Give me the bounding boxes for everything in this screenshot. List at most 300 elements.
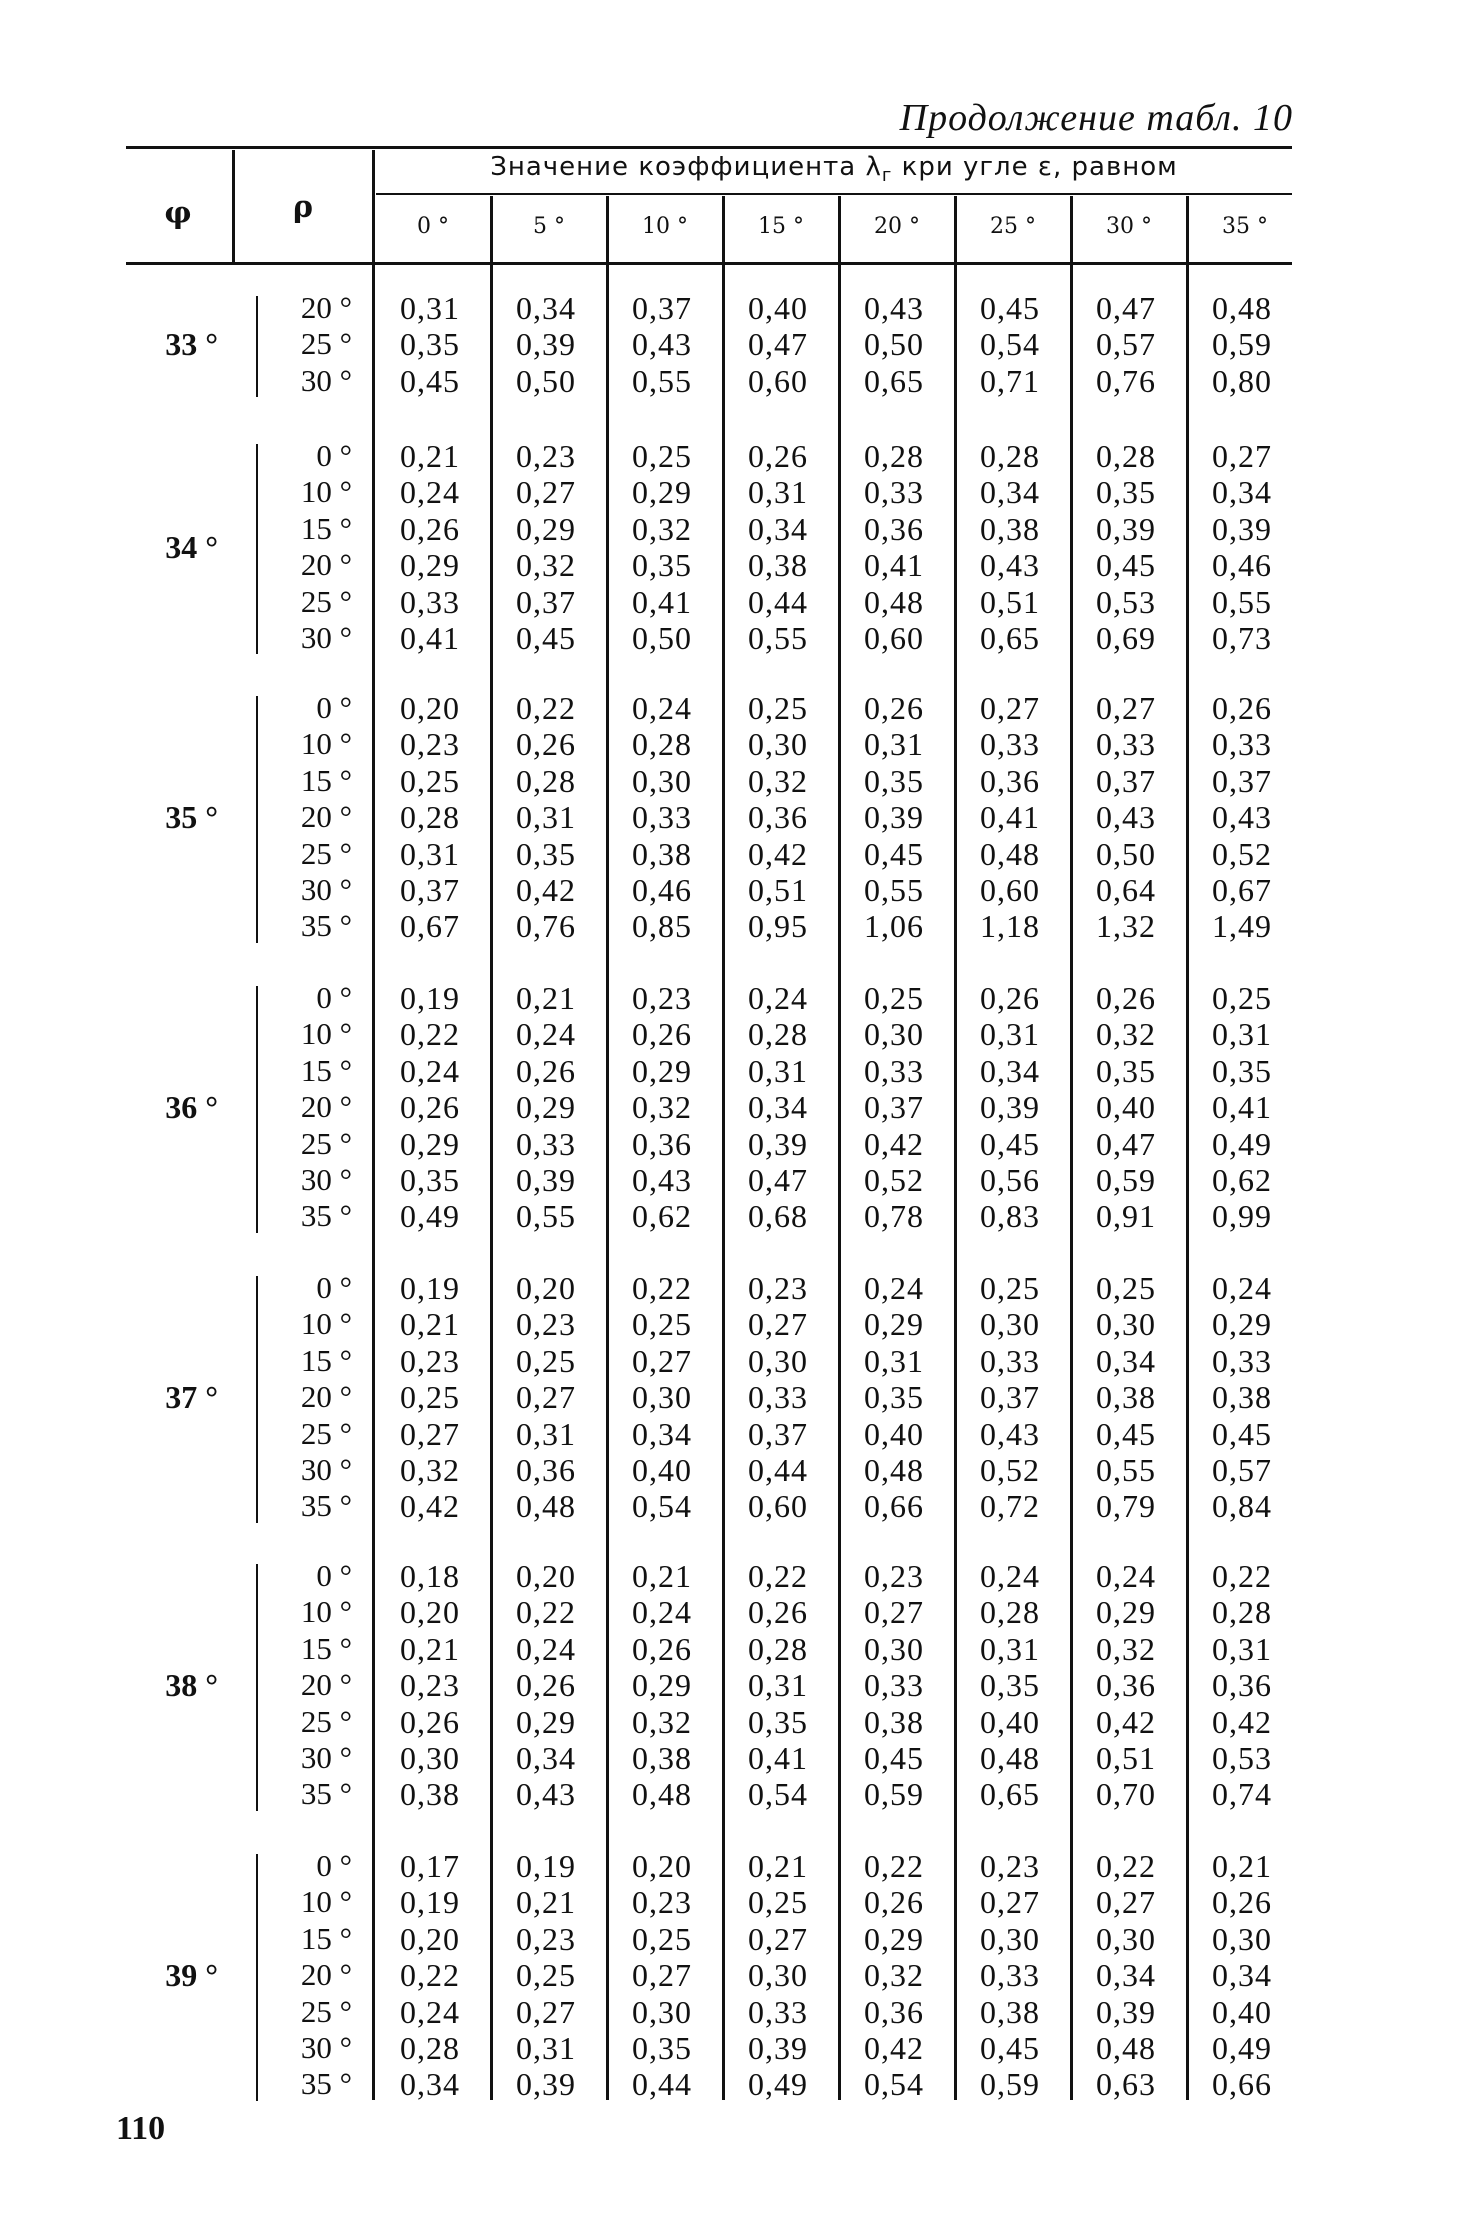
coefficient-cell: 0,27	[1212, 438, 1272, 474]
coefficient-cell: 0,45	[400, 362, 460, 399]
rho-value: 20 °	[300, 1089, 352, 1125]
coefficient-cell: 0,28	[400, 2030, 460, 2066]
coefficient-cell: 0,27	[980, 690, 1040, 726]
coefficient-cell: 0,31	[980, 1016, 1040, 1053]
coefficient-cell: 0,42	[400, 1488, 460, 1525]
coefficient-cell: 0,38	[632, 835, 692, 872]
table-continuation-caption: Продолжение табл. 10	[899, 97, 1293, 139]
coefficient-cell: 0,30	[1212, 1920, 1272, 1957]
lambda-symbol: λ	[865, 152, 882, 182]
coefficient-cell: 0,54	[864, 2066, 924, 2103]
coefficient-cell: 0,25	[632, 1920, 692, 1957]
coefficient-cell: 0,55	[1212, 583, 1272, 620]
coefficient-cell: 0,26	[632, 1016, 692, 1053]
rho-value: 20 °	[300, 290, 352, 325]
coefficient-cell: 0,19	[400, 1884, 460, 1921]
coefficient-cell: 0,65	[864, 362, 924, 399]
coefficient-cell: 0,24	[1212, 1270, 1272, 1306]
coefficient-cell: 0,20	[400, 1594, 460, 1631]
coefficient-cell: 0,35	[1096, 1052, 1156, 1089]
coefficient-cell: 0,55	[748, 620, 808, 656]
coefficient-cell: 0,48	[980, 1740, 1040, 1776]
coefficient-cell: 0,25	[748, 690, 808, 726]
rho-value: 10 °	[300, 1884, 352, 1920]
group-brace	[256, 696, 258, 943]
coefficient-cell: 0,26	[980, 980, 1040, 1016]
coefficient-cell: 0,48	[864, 1452, 924, 1488]
coefficient-cell: 0,45	[980, 1125, 1040, 1162]
coefficient-cell: 0,24	[516, 1016, 576, 1053]
epsilon-column-header: 30 °	[1106, 214, 1152, 239]
coefficient-cell: 0,45	[1096, 547, 1156, 584]
epsilon-column-header: 20 °	[874, 214, 920, 239]
coefficient-cell: 0,39	[516, 2066, 576, 2103]
coefficient-cell: 0,33	[864, 474, 924, 511]
coefficient-cell: 0,52	[864, 1162, 924, 1198]
coefficient-cell: 0,48	[632, 1776, 692, 1813]
coefficient-cell: 0,25	[980, 1270, 1040, 1306]
coefficient-cell: 0,29	[516, 1703, 576, 1740]
rho-value: 30 °	[300, 1452, 352, 1487]
rho-value: 10 °	[300, 1016, 352, 1052]
coefficient-cell: 0,43	[1212, 799, 1272, 836]
coefficient-cell: 0,47	[748, 1162, 808, 1198]
coefficient-cell: 0,22	[1096, 1848, 1156, 1884]
coefficient-cell: 0,30	[980, 1306, 1040, 1343]
coefficient-cell: 0,23	[400, 1342, 460, 1379]
coefficient-cell: 0,70	[1096, 1776, 1156, 1813]
coefficient-cell: 0,19	[400, 1270, 460, 1306]
coefficient-cell: 0,54	[748, 1776, 808, 1813]
coefficient-cell: 0,43	[516, 1776, 576, 1813]
coefficient-cell: 0,19	[400, 980, 460, 1016]
coefficient-cell: 0,35	[864, 1379, 924, 1416]
coefficient-cell: 0,28	[632, 726, 692, 763]
coefficient-cell: 0,33	[864, 1667, 924, 1704]
coefficient-cell: 0,50	[516, 362, 576, 399]
coefficient-cell: 0,24	[748, 980, 808, 1016]
rho-value: 0 °	[316, 1848, 352, 1883]
coefficient-cell: 0,30	[632, 762, 692, 799]
coefficient-cell: 0,41	[748, 1740, 808, 1776]
coefficient-cell: 0,25	[864, 980, 924, 1016]
coefficient-cell: 0,41	[1212, 1089, 1272, 1126]
epsilon-column-header: 10 °	[642, 214, 688, 239]
coefficient-cell: 0,34	[1096, 1342, 1156, 1379]
coefficient-cell: 0,21	[400, 438, 460, 474]
coefficient-cell: 0,60	[980, 872, 1040, 908]
coefficient-cell: 0,24	[980, 1558, 1040, 1594]
coefficient-cell: 0,38	[1212, 1379, 1272, 1416]
coefficient-cell: 0,29	[516, 1089, 576, 1126]
coefficient-cell: 0,27	[632, 1957, 692, 1994]
coefficient-cell: 0,35	[1096, 474, 1156, 511]
coefficient-cell: 0,31	[864, 1342, 924, 1379]
coefficient-cell: 0,59	[1096, 1162, 1156, 1198]
coefficient-cell: 0,37	[400, 872, 460, 908]
coefficient-cell: 0,60	[748, 362, 808, 399]
coefficient-cell: 0,83	[980, 1198, 1040, 1235]
coefficient-cell: 0,39	[516, 326, 576, 363]
coefficient-cell: 0,28	[400, 799, 460, 836]
coefficient-cell: 0,31	[516, 799, 576, 836]
epsilon-column-header: 35 °	[1222, 214, 1268, 239]
rho-value: 30 °	[300, 1162, 352, 1197]
coefficient-cell: 0,41	[400, 620, 460, 656]
coefficient-cell: 0,26	[1096, 980, 1156, 1016]
coefficient-cell: 0,30	[1096, 1920, 1156, 1957]
rho-value: 35 °	[300, 1198, 352, 1234]
coefficient-cell: 0,23	[516, 1920, 576, 1957]
table-top-rule	[126, 146, 1292, 149]
coefficient-cell: 0,40	[632, 1452, 692, 1488]
coefficient-cell: 0,35	[980, 1667, 1040, 1704]
coefficient-cell: 0,26	[748, 1594, 808, 1631]
coefficient-cell: 0,26	[516, 1052, 576, 1089]
header-sub-rule	[376, 193, 1292, 195]
rho-value: 35 °	[300, 908, 352, 944]
coefficient-cell: 0,25	[400, 1379, 460, 1416]
coefficient-cell: 0,45	[1096, 1415, 1156, 1452]
coefficient-cell: 0,27	[516, 1993, 576, 2030]
coefficient-cell: 0,23	[864, 1558, 924, 1594]
coefficient-cell: 0,33	[1096, 726, 1156, 763]
coefficient-cell: 0,34	[748, 1089, 808, 1126]
coefficient-cell: 0,42	[864, 1125, 924, 1162]
coefficient-cell: 0,43	[632, 326, 692, 363]
coefficient-cell: 0,40	[748, 290, 808, 326]
rho-value: 20 °	[300, 799, 352, 835]
coefficient-cell: 0,62	[1212, 1162, 1272, 1198]
epsilon-column-header: 25 °	[990, 214, 1036, 239]
coefficient-cell: 0,27	[1096, 690, 1156, 726]
coefficient-cell: 0,33	[980, 1957, 1040, 1994]
coefficient-cell: 0,24	[864, 1270, 924, 1306]
group-brace	[256, 296, 258, 397]
epsilon-column-header: 5 °	[533, 214, 565, 239]
coefficient-cell: 0,48	[1212, 290, 1272, 326]
coefficient-cell: 0,67	[400, 908, 460, 945]
header-coefficient-title	[376, 152, 1292, 186]
coefficient-cell: 0,35	[1212, 1052, 1272, 1089]
column-divider-phi-rho	[232, 150, 235, 262]
coefficient-cell: 0,38	[864, 1703, 924, 1740]
coefficient-cell: 0,85	[632, 908, 692, 945]
coefficient-cell: 0,34	[516, 290, 576, 326]
phi-value: 33 °	[165, 326, 218, 363]
rho-value: 0 °	[316, 690, 352, 725]
coefficient-cell: 0,33	[980, 726, 1040, 763]
coefficient-cell: 0,49	[400, 1198, 460, 1235]
rho-value: 20 °	[300, 1667, 352, 1703]
group-brace	[256, 444, 258, 654]
coefficient-cell: 0,31	[1212, 1016, 1272, 1053]
coefficient-cell: 0,42	[516, 872, 576, 908]
coefficient-cell: 0,33	[516, 1125, 576, 1162]
rho-value: 20 °	[300, 1379, 352, 1415]
coefficient-cell: 0,39	[1212, 510, 1272, 547]
coefficient-cell: 0,62	[632, 1198, 692, 1235]
coefficient-cell: 0,37	[1096, 762, 1156, 799]
coefficient-cell: 0,31	[864, 726, 924, 763]
coefficient-cell: 0,35	[400, 1162, 460, 1198]
rho-value: 0 °	[316, 1270, 352, 1305]
coefficient-cell: 0,28	[980, 438, 1040, 474]
coefficient-cell: 0,23	[748, 1270, 808, 1306]
coefficient-cell: 0,63	[1096, 2066, 1156, 2103]
coefficient-cell: 0,22	[632, 1270, 692, 1306]
coefficient-cell: 0,39	[1096, 510, 1156, 547]
coefficient-cell: 0,48	[516, 1488, 576, 1525]
coefficient-cell: 0,20	[400, 690, 460, 726]
coefficient-cell: 0,34	[980, 474, 1040, 511]
coefficient-cell: 0,37	[864, 1089, 924, 1126]
coefficient-cell: 0,43	[980, 1415, 1040, 1452]
coefficient-cell: 0,26	[1212, 1884, 1272, 1921]
rho-value: 25 °	[300, 1415, 352, 1451]
coefficient-cell: 0,30	[632, 1993, 692, 2030]
coefficient-cell: 0,45	[1212, 1415, 1272, 1452]
coefficient-cell: 0,20	[516, 1558, 576, 1594]
coefficient-cell: 0,53	[1212, 1740, 1272, 1776]
coefficient-cell: 0,29	[1096, 1594, 1156, 1631]
coefficient-cell: 0,34	[516, 1740, 576, 1776]
coefficient-cell: 0,39	[516, 1162, 576, 1198]
phi-value: 39 °	[165, 1957, 218, 1994]
coefficient-cell: 0,30	[748, 726, 808, 763]
coefficient-cell: 0,33	[632, 799, 692, 836]
coefficient-cell: 0,43	[1096, 799, 1156, 836]
coefficient-cell: 0,25	[516, 1957, 576, 1994]
coefficient-cell: 0,34	[748, 510, 808, 547]
coefficient-cell: 0,40	[864, 1415, 924, 1452]
phi-value: 36 °	[165, 1089, 218, 1126]
rho-value: 10 °	[300, 1306, 352, 1342]
coefficient-cell: 0,49	[748, 2066, 808, 2103]
rho-value: 10 °	[300, 474, 352, 510]
coefficient-cell: 0,49	[1212, 1125, 1272, 1162]
coefficient-cell: 0,41	[864, 547, 924, 584]
rho-value: 10 °	[300, 1594, 352, 1630]
rho-value: 30 °	[300, 620, 352, 655]
coefficient-cell: 0,27	[400, 1415, 460, 1452]
group-brace	[256, 1276, 258, 1523]
coefficient-cell: 0,34	[400, 2066, 460, 2103]
coefficient-cell: 0,29	[632, 1667, 692, 1704]
coefficient-cell: 0,30	[864, 1630, 924, 1667]
coefficient-cell: 0,31	[748, 1667, 808, 1704]
coefficient-cell: 0,34	[980, 1052, 1040, 1089]
coefficient-cell: 0,28	[516, 762, 576, 799]
coefficient-cell: 0,55	[516, 1198, 576, 1235]
rho-value: 35 °	[300, 2066, 352, 2102]
rho-value: 20 °	[300, 547, 352, 583]
coefficient-cell: 0,57	[1096, 326, 1156, 363]
coefficient-cell: 0,27	[980, 1884, 1040, 1921]
coefficient-cell: 0,35	[400, 326, 460, 363]
rho-value: 25 °	[300, 326, 352, 362]
coefficient-cell: 0,71	[980, 362, 1040, 399]
coefficient-cell: 0,35	[516, 835, 576, 872]
coefficient-cell: 0,48	[1096, 2030, 1156, 2066]
group-brace	[256, 1564, 258, 1811]
coefficient-cell: 0,28	[1212, 1594, 1272, 1631]
header-phi: φ	[164, 196, 192, 231]
coefficient-cell: 0,84	[1212, 1488, 1272, 1525]
coefficient-cell: 0,22	[864, 1848, 924, 1884]
coefficient-cell: 0,50	[864, 326, 924, 363]
coefficient-cell: 0,26	[632, 1630, 692, 1667]
phi-value: 35 °	[165, 799, 218, 836]
coefficient-cell: 0,28	[748, 1630, 808, 1667]
coefficient-cell: 0,26	[400, 1089, 460, 1126]
coefficient-cell: 1,49	[1212, 908, 1272, 945]
coefficient-cell: 1,18	[980, 908, 1040, 945]
coefficient-cell: 0,23	[980, 1848, 1040, 1884]
coefficient-cell: 0,31	[980, 1630, 1040, 1667]
coefficient-cell: 0,31	[516, 2030, 576, 2066]
coefficient-cell: 0,21	[400, 1306, 460, 1343]
coefficient-cell: 0,26	[516, 1667, 576, 1704]
coefficient-cell: 0,51	[1096, 1740, 1156, 1776]
coefficient-cell: 0,32	[1096, 1016, 1156, 1053]
coefficient-cell: 0,42	[864, 2030, 924, 2066]
coefficient-cell: 0,73	[1212, 620, 1272, 656]
coefficient-cell: 0,45	[864, 835, 924, 872]
rho-value: 15 °	[300, 510, 352, 546]
rho-value: 35 °	[300, 1776, 352, 1812]
coefficient-cell: 0,76	[516, 908, 576, 945]
coefficient-cell: 0,34	[1212, 474, 1272, 511]
rho-value: 30 °	[300, 2030, 352, 2065]
coefficient-cell: 0,48	[864, 583, 924, 620]
coefficient-cell: 0,29	[864, 1306, 924, 1343]
coefficient-cell: 0,78	[864, 1198, 924, 1235]
coefficient-cell: 0,45	[980, 2030, 1040, 2066]
coefficient-cell: 0,32	[1096, 1630, 1156, 1667]
coefficient-cell: 0,33	[748, 1379, 808, 1416]
coefficient-cell: 0,43	[632, 1162, 692, 1198]
coefficient-cell: 0,24	[516, 1630, 576, 1667]
coefficient-cell: 0,46	[1212, 547, 1272, 584]
coefficient-cell: 0,36	[980, 762, 1040, 799]
coefficient-cell: 0,49	[1212, 2030, 1272, 2066]
coefficient-cell: 0,47	[748, 326, 808, 363]
coefficient-cell: 0,33	[864, 1052, 924, 1089]
coefficient-cell: 0,30	[980, 1920, 1040, 1957]
coefficient-cell: 0,54	[980, 326, 1040, 363]
rho-value: 0 °	[316, 980, 352, 1015]
rho-value: 25 °	[300, 835, 352, 871]
coefficient-cell: 0,32	[864, 1957, 924, 1994]
coefficient-cell: 0,21	[400, 1630, 460, 1667]
coefficient-cell: 0,25	[400, 762, 460, 799]
phi-value: 37 °	[165, 1379, 218, 1416]
coefficient-cell: 0,99	[1212, 1198, 1272, 1235]
epsilon-column-header: 15 °	[758, 214, 804, 239]
rho-value: 25 °	[300, 583, 352, 619]
coefficient-cell: 0,27	[516, 474, 576, 511]
coefficient-cell: 0,65	[980, 1776, 1040, 1813]
coefficient-cell: 0,32	[632, 1703, 692, 1740]
rho-value: 15 °	[300, 1052, 352, 1088]
coefficient-cell: 0,44	[748, 583, 808, 620]
coefficient-cell: 0,31	[748, 1052, 808, 1089]
rho-value: 15 °	[300, 1920, 352, 1956]
coefficient-cell: 0,47	[1096, 290, 1156, 326]
coefficient-cell: 0,55	[1096, 1452, 1156, 1488]
coefficient-cell: 0,39	[980, 1089, 1040, 1126]
rho-value: 25 °	[300, 1993, 352, 2029]
rho-value: 0 °	[316, 438, 352, 473]
coefficient-cell: 0,42	[1212, 1703, 1272, 1740]
rho-value: 20 °	[300, 1957, 352, 1993]
coefficient-cell: 0,35	[632, 547, 692, 584]
coefficient-cell: 0,91	[1096, 1198, 1156, 1235]
coefficient-cell: 0,36	[864, 1993, 924, 2030]
coefficient-cell: 0,60	[748, 1488, 808, 1525]
coefficient-cell: 0,35	[632, 2030, 692, 2066]
coefficient-cell: 0,44	[632, 2066, 692, 2103]
coefficient-cell: 0,55	[632, 362, 692, 399]
coefficient-cell: 1,06	[864, 908, 924, 945]
coefficient-cell: 0,32	[632, 510, 692, 547]
coefficient-cell: 0,22	[1212, 1558, 1272, 1594]
coefficient-cell: 0,30	[748, 1957, 808, 1994]
coefficient-cell: 0,32	[516, 547, 576, 584]
coefficient-cell: 0,23	[400, 726, 460, 763]
coefficient-cell: 0,24	[400, 1052, 460, 1089]
coefficient-cell: 0,50	[632, 620, 692, 656]
coefficient-cell: 0,22	[516, 1594, 576, 1631]
coefficient-cell: 0,36	[864, 510, 924, 547]
coefficient-cell: 0,32	[748, 762, 808, 799]
coefficient-cell: 0,31	[400, 290, 460, 326]
coefficient-cell: 0,68	[748, 1198, 808, 1235]
coefficient-cell: 0,40	[1096, 1089, 1156, 1126]
coefficient-cell: 0,33	[1212, 726, 1272, 763]
coefficient-cell: 0,79	[1096, 1488, 1156, 1525]
coefficient-cell: 0,34	[632, 1415, 692, 1452]
coefficient-cell: 0,21	[748, 1848, 808, 1884]
coefficient-cell: 0,24	[400, 1993, 460, 2030]
coefficient-cell: 0,26	[1212, 690, 1272, 726]
coefficient-cell: 0,36	[748, 799, 808, 836]
coefficient-cell: 0,74	[1212, 1776, 1272, 1813]
coefficient-cell: 0,28	[1096, 438, 1156, 474]
coefficient-cell: 0,33	[400, 583, 460, 620]
coefficient-cell: 0,34	[1096, 1957, 1156, 1994]
coefficient-cell: 0,29	[400, 547, 460, 584]
coefficient-cell: 0,40	[980, 1703, 1040, 1740]
coefficient-cell: 0,27	[1096, 1884, 1156, 1921]
coefficient-cell: 0,29	[400, 1125, 460, 1162]
coefficient-cell: 0,26	[748, 438, 808, 474]
coefficient-cell: 0,45	[864, 1740, 924, 1776]
coefficient-cell: 0,38	[1096, 1379, 1156, 1416]
coefficient-cell: 0,34	[1212, 1957, 1272, 1994]
coefficient-cell: 0,27	[864, 1594, 924, 1631]
coefficient-cell: 0,38	[748, 547, 808, 584]
coefficient-cell: 0,20	[632, 1848, 692, 1884]
coefficient-cell: 0,30	[632, 1379, 692, 1416]
rho-value: 30 °	[300, 872, 352, 907]
coefficient-cell: 0,39	[864, 799, 924, 836]
header-bottom-rule	[126, 262, 1292, 265]
coefficient-cell: 0,33	[980, 1342, 1040, 1379]
rho-value: 25 °	[300, 1703, 352, 1739]
coefficient-cell: 0,64	[1096, 872, 1156, 908]
